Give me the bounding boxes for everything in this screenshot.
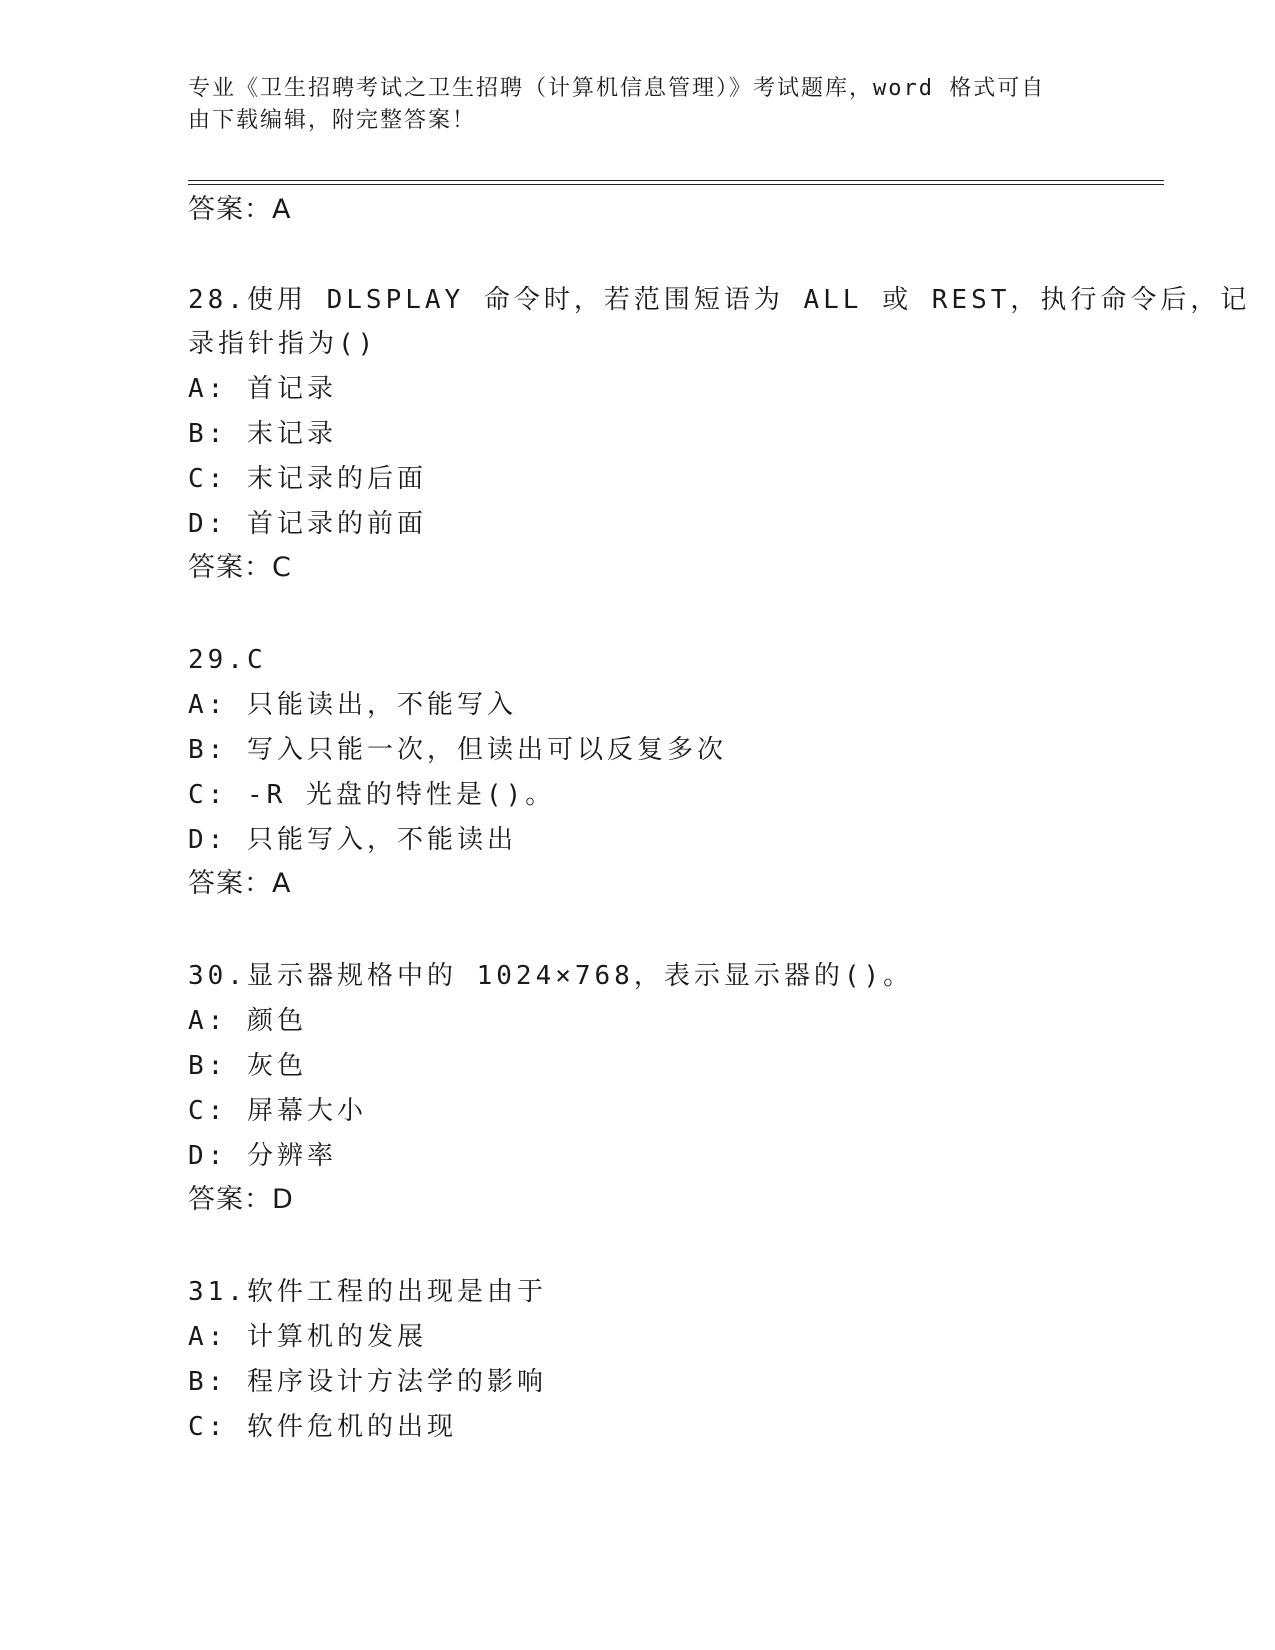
question-31-option-a: A: 计算机的发展	[188, 1322, 427, 1352]
header-line-2: 由下载编辑，附完整答案！	[188, 108, 477, 133]
question-29-option-a: A: 只能读出，不能写入	[188, 690, 517, 720]
question-28-option-d: D: 首记录的前面	[188, 509, 427, 539]
header-divider-top	[188, 180, 1164, 181]
question-29-answer: 答案：A	[188, 868, 292, 899]
question-31-option-b: B: 程序设计方法学的影响	[188, 1367, 547, 1397]
question-29-option-d: D: 只能写入，不能读出	[188, 825, 517, 855]
question-28-stem-line-1: 28.使用 DLSPLAY 命令时，若范围短语为 ALL 或 REST，执行命令后，记	[188, 285, 1251, 315]
question-30-option-a: A: 颜色	[188, 1006, 307, 1036]
question-31-option-c: C: 软件危机的出现	[188, 1412, 457, 1442]
question-28-option-b: B: 末记录	[188, 419, 337, 449]
question-29-option-c: C: -R 光盘的特性是()。	[188, 780, 556, 810]
document-header	[188, 73, 1088, 137]
question-28-stem-line-2: 录指针指为()	[188, 329, 378, 359]
question-30-stem: 30.显示器规格中的 1024×768，表示显示器的()。	[188, 961, 914, 991]
question-30-option-c: C: 屏幕大小	[188, 1096, 367, 1126]
question-28-option-a: A: 首记录	[188, 374, 337, 404]
header-line-1: 专业《卫生招聘考试之卫生招聘（计算机信息管理）》考试题库，word 格式可自	[188, 76, 1046, 101]
question-29-stem: 29.C	[188, 645, 267, 675]
question-29-option-b: B: 写入只能一次，但读出可以反复多次	[188, 735, 727, 765]
question-31-stem: 31.软件工程的出现是由于	[188, 1277, 547, 1307]
question-28-option-c: C: 末记录的后面	[188, 464, 427, 494]
header-divider-bottom	[188, 184, 1164, 185]
question-30-option-d: D: 分辨率	[188, 1141, 337, 1171]
question-30-answer: 答案：D	[188, 1184, 294, 1215]
question-28-answer: 答案：C	[188, 552, 292, 583]
previous-answer: 答案：A	[188, 194, 292, 225]
question-30-option-b: B: 灰色	[188, 1051, 307, 1081]
